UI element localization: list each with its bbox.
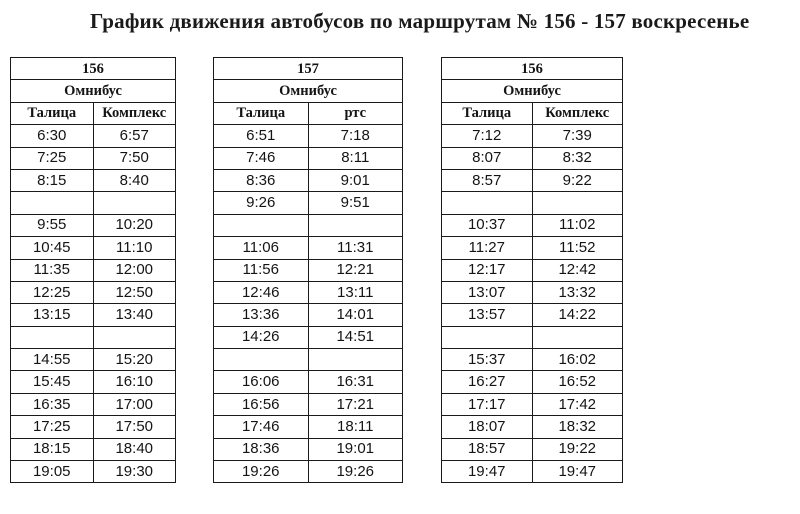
departure-time <box>442 192 533 214</box>
departure-time: 11:06 <box>214 237 309 259</box>
arrival-time <box>308 214 403 236</box>
departure-time: 10:45 <box>11 237 94 259</box>
timetable-row <box>442 281 623 303</box>
arrival-time: 13:40 <box>93 304 176 326</box>
arrival-time: 14:22 <box>532 304 623 326</box>
arrival-time: 19:01 <box>308 438 403 460</box>
timetable-row <box>214 147 403 169</box>
route-number: 157 <box>214 58 403 80</box>
departure-time: 13:57 <box>442 304 533 326</box>
page-title: График движения автобусов по маршрутам № 156 - 157 воскресенье <box>90 9 750 33</box>
arrival-time: 13:32 <box>532 281 623 303</box>
departure-time: 7:46 <box>214 147 309 169</box>
arrival-time: 9:01 <box>308 169 403 191</box>
arrival-time: 16:10 <box>93 371 176 393</box>
timetable-row <box>442 304 623 326</box>
timetable-row <box>11 192 176 214</box>
timetable-row <box>214 349 403 371</box>
arrival-time: 19:26 <box>308 461 403 483</box>
arrival-time: 12:50 <box>93 281 176 303</box>
timetable-row <box>442 237 623 259</box>
timetable-row <box>11 304 176 326</box>
route-number-row <box>442 58 623 80</box>
departure-time: 12:25 <box>11 281 94 303</box>
departure-time: 10:37 <box>442 214 533 236</box>
timetable-row <box>11 371 176 393</box>
departure-time: 19:47 <box>442 461 533 483</box>
timetable-row <box>214 214 403 236</box>
arrival-time: 18:32 <box>532 416 623 438</box>
column-header-from: Талица <box>11 102 94 124</box>
departure-time: 8:36 <box>214 169 309 191</box>
arrival-time: 18:11 <box>308 416 403 438</box>
timetable-row <box>214 259 403 281</box>
timetable-row <box>442 371 623 393</box>
arrival-time: 17:42 <box>532 393 623 415</box>
timetable-row <box>442 461 623 483</box>
timetable-row <box>11 416 176 438</box>
timetable-row <box>11 326 176 348</box>
departure-time: 7:12 <box>442 125 533 147</box>
arrival-time <box>308 349 403 371</box>
departure-time: 13:07 <box>442 281 533 303</box>
arrival-time: 10:20 <box>93 214 176 236</box>
timetable-row <box>442 214 623 236</box>
arrival-time <box>93 326 176 348</box>
route-number-row <box>11 58 176 80</box>
operator-row <box>214 80 403 102</box>
arrival-time: 8:11 <box>308 147 403 169</box>
timetable-row <box>442 416 623 438</box>
departure-time: 12:46 <box>214 281 309 303</box>
departure-time: 8:07 <box>442 147 533 169</box>
departure-time <box>11 326 94 348</box>
timetable-row <box>11 125 176 147</box>
departure-time: 17:46 <box>214 416 309 438</box>
arrival-time: 11:02 <box>532 214 623 236</box>
departure-time: 15:37 <box>442 349 533 371</box>
column-header-row <box>11 102 176 124</box>
departure-time: 17:25 <box>11 416 94 438</box>
departure-time: 14:55 <box>11 349 94 371</box>
arrival-time: 16:31 <box>308 371 403 393</box>
timetable-row <box>11 349 176 371</box>
timetable-row <box>442 259 623 281</box>
arrival-time: 19:47 <box>532 461 623 483</box>
arrival-time: 17:00 <box>93 393 176 415</box>
arrival-time: 9:51 <box>308 192 403 214</box>
timetable-row <box>214 371 403 393</box>
arrival-time <box>93 192 176 214</box>
departure-time <box>214 349 309 371</box>
departure-time: 6:51 <box>214 125 309 147</box>
departure-time: 9:26 <box>214 192 309 214</box>
arrival-time: 11:10 <box>93 237 176 259</box>
arrival-time <box>532 192 623 214</box>
timetable-row <box>214 326 403 348</box>
departure-time: 6:30 <box>11 125 94 147</box>
departure-time: 19:05 <box>11 461 94 483</box>
timetable-row <box>214 461 403 483</box>
departure-time: 15:45 <box>11 371 94 393</box>
operator-name: Омнибус <box>214 80 403 102</box>
timetable-row <box>11 393 176 415</box>
timetable-row <box>214 304 403 326</box>
arrival-time: 7:39 <box>532 125 623 147</box>
departure-time: 18:57 <box>442 438 533 460</box>
arrival-time: 12:21 <box>308 259 403 281</box>
arrival-time: 14:51 <box>308 326 403 348</box>
timetable-row <box>11 237 176 259</box>
departure-time: 13:15 <box>11 304 94 326</box>
column-header-row <box>442 102 623 124</box>
departure-time: 9:55 <box>11 214 94 236</box>
arrival-time: 19:30 <box>93 461 176 483</box>
arrival-time: 9:22 <box>532 169 623 191</box>
timetable-row <box>11 461 176 483</box>
arrival-time: 17:50 <box>93 416 176 438</box>
column-header-from: Талица <box>214 102 309 124</box>
column-header-to: Комплекс <box>532 102 623 124</box>
route-table-157 <box>213 57 403 483</box>
timetable-row <box>442 349 623 371</box>
departure-time: 18:36 <box>214 438 309 460</box>
timetable-row <box>442 438 623 460</box>
arrival-time: 19:22 <box>532 438 623 460</box>
operator-row <box>442 80 623 102</box>
timetable-row <box>11 214 176 236</box>
timetable-row <box>214 169 403 191</box>
route-table-156-right <box>441 57 623 483</box>
route-table-156-left <box>10 57 176 483</box>
arrival-time: 16:02 <box>532 349 623 371</box>
departure-time: 16:56 <box>214 393 309 415</box>
departure-time: 7:25 <box>11 147 94 169</box>
departure-time: 11:27 <box>442 237 533 259</box>
departure-time: 19:26 <box>214 461 309 483</box>
arrival-time: 6:57 <box>93 125 176 147</box>
departure-time: 16:35 <box>11 393 94 415</box>
departure-time: 13:36 <box>214 304 309 326</box>
operator-name: Омнибус <box>11 80 176 102</box>
timetable-row <box>11 281 176 303</box>
timetable-row <box>442 192 623 214</box>
timetable-row <box>214 416 403 438</box>
timetable-row <box>214 125 403 147</box>
timetable-row <box>214 393 403 415</box>
timetable-row <box>442 125 623 147</box>
arrival-time: 11:52 <box>532 237 623 259</box>
departure-time <box>214 214 309 236</box>
arrival-time: 17:21 <box>308 393 403 415</box>
timetable-row <box>214 281 403 303</box>
timetable-row <box>442 326 623 348</box>
departure-time: 12:17 <box>442 259 533 281</box>
timetable-row <box>11 169 176 191</box>
route-number: 156 <box>11 58 176 80</box>
timetable-row <box>11 147 176 169</box>
departure-time: 8:57 <box>442 169 533 191</box>
arrival-time: 16:52 <box>532 371 623 393</box>
arrival-time: 7:18 <box>308 125 403 147</box>
timetable-row <box>214 438 403 460</box>
arrival-time: 12:00 <box>93 259 176 281</box>
route-number: 156 <box>442 58 623 80</box>
arrival-time: 11:31 <box>308 237 403 259</box>
departure-time: 11:35 <box>11 259 94 281</box>
arrival-time: 8:32 <box>532 147 623 169</box>
operator-name: Омнибус <box>442 80 623 102</box>
departure-time <box>442 326 533 348</box>
arrival-time: 7:50 <box>93 147 176 169</box>
timetable-row <box>442 169 623 191</box>
departure-time: 16:27 <box>442 371 533 393</box>
departure-time: 16:06 <box>214 371 309 393</box>
departure-time: 17:17 <box>442 393 533 415</box>
departure-time: 14:26 <box>214 326 309 348</box>
departure-time: 18:07 <box>442 416 533 438</box>
arrival-time: 15:20 <box>93 349 176 371</box>
column-header-from: Талица <box>442 102 533 124</box>
column-header-to: ртс <box>308 102 403 124</box>
timetable-row <box>214 237 403 259</box>
departure-time: 18:15 <box>11 438 94 460</box>
departure-time: 8:15 <box>11 169 94 191</box>
departure-time: 11:56 <box>214 259 309 281</box>
arrival-time: 12:42 <box>532 259 623 281</box>
column-header-to: Комплекс <box>93 102 176 124</box>
arrival-time: 8:40 <box>93 169 176 191</box>
operator-row <box>11 80 176 102</box>
arrival-time <box>532 326 623 348</box>
timetable-row <box>214 192 403 214</box>
departure-time <box>11 192 94 214</box>
timetable-row <box>11 259 176 281</box>
timetable-row <box>11 438 176 460</box>
timetable-row <box>442 147 623 169</box>
route-number-row <box>214 58 403 80</box>
arrival-time: 14:01 <box>308 304 403 326</box>
arrival-time: 18:40 <box>93 438 176 460</box>
column-header-row <box>214 102 403 124</box>
timetable-row <box>442 393 623 415</box>
arrival-time: 13:11 <box>308 281 403 303</box>
